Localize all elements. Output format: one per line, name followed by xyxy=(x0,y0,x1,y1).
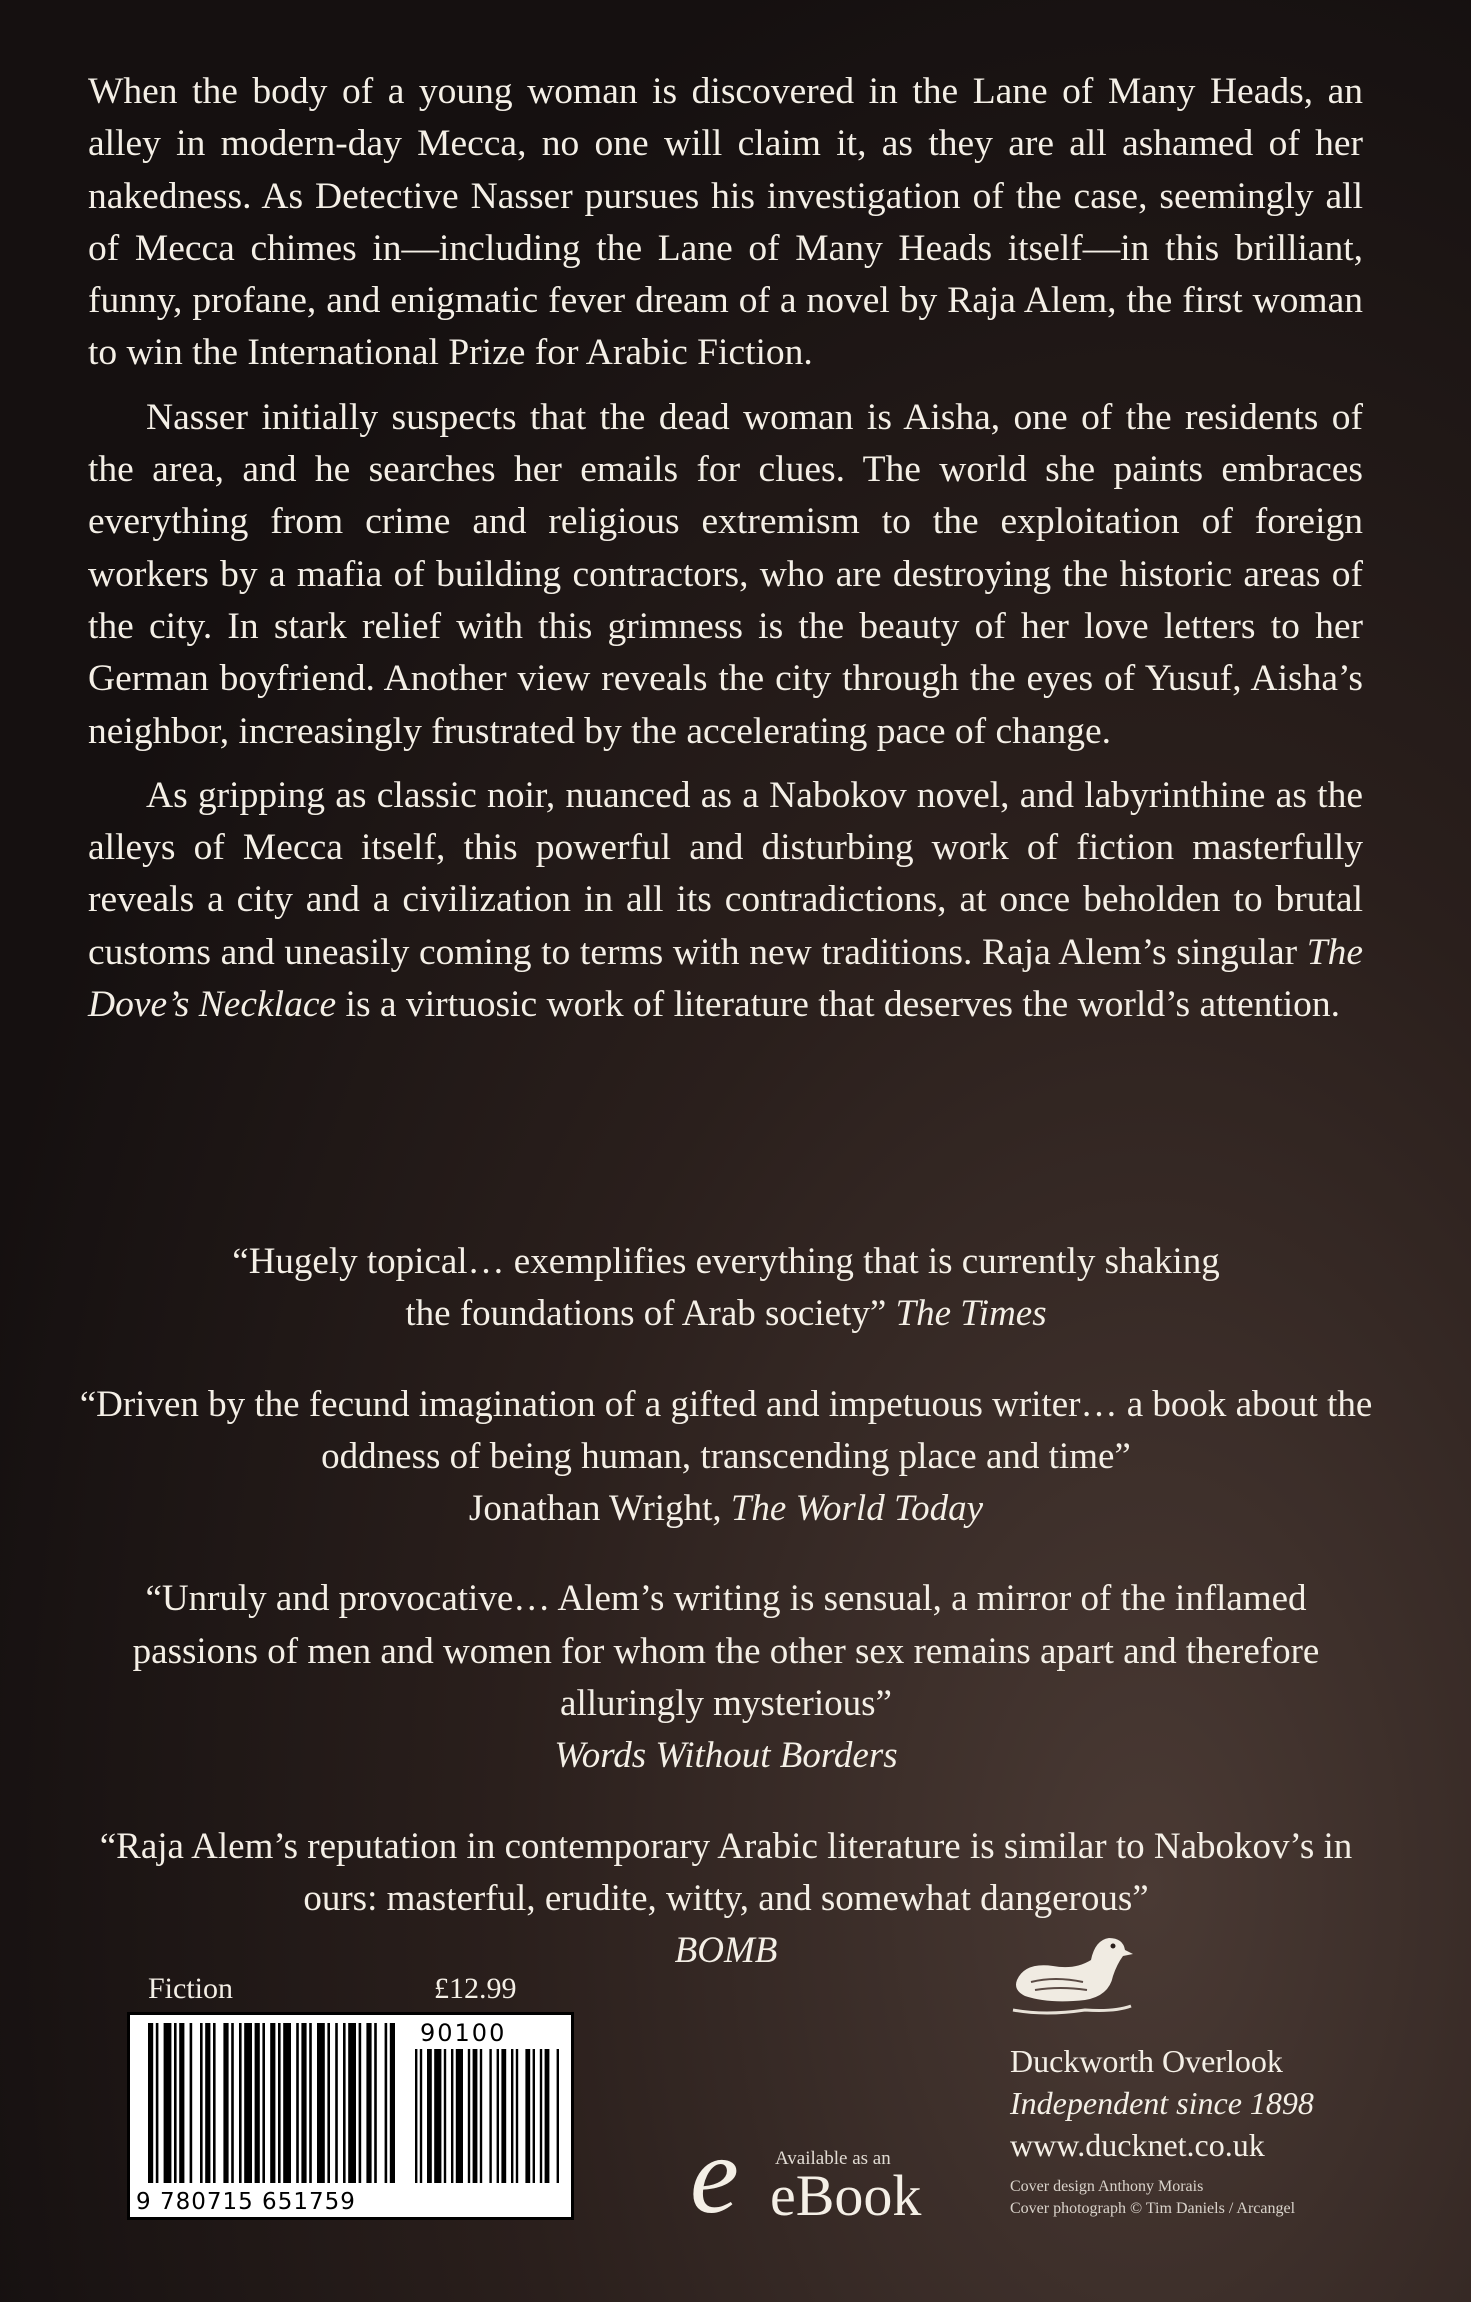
review-quote-1-line1: “Hugely topical… exemplifies everything that is currently shaking xyxy=(232,1241,1220,1282)
barcode-bar xyxy=(200,2023,203,2183)
barcode-bar xyxy=(239,2023,242,2183)
publisher-name: Duckworth Overlook xyxy=(1010,2043,1283,2079)
barcode-bar xyxy=(244,2023,252,2183)
barcode-addon-bar xyxy=(497,2049,499,2183)
barcode-addon-bar xyxy=(489,2049,491,2183)
barcode-addon-bar xyxy=(451,2049,453,2183)
barcode-addon-bar xyxy=(525,2049,530,2183)
barcode-bar xyxy=(270,2023,275,2183)
blurb-paragraph-2: Nasser initially suspects that the dead woman is Aisha, one of the residents of the area, and he searches her emails for clues. The world she paints embraces everything from crime and religious extremism to the exploitation of foreign workers by a mafia of building contractors, who are destroying the historic areas of the city. In stark relief with this grimness is the beauty of her love letters to her German boyfriend. Another view reveals the city through the eyes of Yusuf, Aisha’s neighbor, increasingly frustrated by the accelerating pace of change. xyxy=(88,396,1363,752)
barcode-addon-bar xyxy=(501,2049,506,2183)
review-quote-3 xyxy=(70,1573,1382,1782)
book-title: The Dove’s Necklace xyxy=(88,931,1363,1026)
review-quote-1 xyxy=(70,1236,1382,1341)
barcode-addon-bar xyxy=(511,2049,513,2183)
review-quote-1-line2: the foundations of Arab society” xyxy=(405,1293,887,1335)
cover-credits xyxy=(1010,2176,1295,2220)
review-quote-4-text: “Raja Alem’s reputation in contemporary Arabic literature is similar to Nabokov’s in ours: masterful, erudite, witty, and somewhat dangerous” xyxy=(99,1825,1353,1919)
barcode-bar xyxy=(148,2023,153,2183)
barcode-addon-bar xyxy=(468,2049,470,2183)
barcode-bar xyxy=(262,2023,265,2183)
barcode-bar xyxy=(278,2023,281,2183)
price-label: £12.99 xyxy=(434,1972,517,2005)
barcode-bar xyxy=(179,2023,184,2183)
barcode-addon-bar xyxy=(420,2049,422,2183)
barcode-bar xyxy=(301,2023,306,2183)
ebook-available-text: Available as an xyxy=(775,2148,891,2169)
barcode-bar xyxy=(283,2023,291,2183)
review-quote-3-text: “Unruly and provocative… Alem’s writing is sensual, a mirror of the inflamed passions of men and women for whom the other sex remains apart and therefore alluringly mysterious” xyxy=(132,1578,1320,1725)
blurb xyxy=(88,66,1363,1043)
barcode-addon-bar xyxy=(540,2049,542,2183)
category-label: Fiction xyxy=(148,1972,234,2005)
barcode-bar xyxy=(190,2023,193,2183)
publisher-info xyxy=(1010,2040,1314,2166)
blurb-paragraph-3-b: is a virtuosic work of literature that deserves the world’s attention. xyxy=(336,984,1341,1026)
barcode-bar xyxy=(156,2023,159,2183)
ebook-e-icon: e xyxy=(690,2114,739,2236)
barcode-addon-bar xyxy=(545,2049,550,2183)
cover-design-credit: Cover design Anthony Morais xyxy=(1010,2178,1204,2195)
barcode-bar xyxy=(309,2023,312,2183)
barcode-isbn-digits: 9 780715 651759 xyxy=(136,2189,536,2215)
duck-icon xyxy=(1005,1920,1135,2020)
barcode-bar xyxy=(343,2023,346,2183)
barcode-bar xyxy=(255,2023,260,2183)
barcode-bar xyxy=(296,2023,299,2183)
barcode-bar xyxy=(335,2023,338,2183)
cover-photo-credit: Cover photograph © Tim Daniels / Arcangel xyxy=(1010,2200,1296,2217)
barcode-addon-bar xyxy=(557,2049,559,2183)
review-quotes xyxy=(70,1236,1382,2016)
barcode-addon-bar xyxy=(434,2049,441,2183)
blurb-paragraph-3-a: As gripping as classic noir, nuanced as a Nabokov novel, and labyrinthine as the alleys of Mecca itself, this powerful and disturbing work of fiction masterfully reveals a city and a civilization in all its contradictions, at once beholden to brutal customs and uneasily coming to terms with new traditions. Raja Alem’s singular xyxy=(88,774,1363,973)
barcode-addon-bar xyxy=(533,2049,535,2183)
barcode-bar xyxy=(374,2023,377,2183)
barcode-bar xyxy=(359,2023,362,2183)
review-quote-2-author: Jonathan Wright, xyxy=(468,1488,722,1530)
review-quote-4-source: BOMB xyxy=(674,1930,778,1972)
barcode-bar xyxy=(164,2023,172,2183)
barcode xyxy=(127,2012,574,2220)
barcode-bar xyxy=(213,2023,216,2183)
review-quote-2-text: “Driven by the fecund imagination of a gifted and impetuous writer… a book about the oddness of being human, transcending place and time” xyxy=(79,1383,1373,1477)
barcode-bar xyxy=(231,2023,234,2183)
review-quote-2 xyxy=(70,1379,1382,1536)
barcode-addon-bar xyxy=(415,2049,417,2183)
review-quote-4 xyxy=(70,1821,1382,1978)
publisher-tagline: Independent since 1898 xyxy=(1010,2085,1314,2121)
barcode-addon-bar xyxy=(427,2049,432,2183)
review-quote-2-source: The World Today xyxy=(730,1488,984,1530)
barcode-bar xyxy=(174,2023,177,2183)
barcode-bar xyxy=(205,2023,210,2183)
review-quote-2-attribution xyxy=(70,1483,1382,1535)
barcode-bar xyxy=(390,2023,395,2183)
barcode-addon-bar xyxy=(480,2049,482,2183)
barcode-bar xyxy=(317,2023,325,2183)
barcode-addon-bar xyxy=(444,2049,446,2183)
barcode-bar xyxy=(385,2023,388,2183)
barcode-addon-digits: 90100 xyxy=(420,2019,507,2047)
barcode-bar xyxy=(327,2023,330,2183)
review-quote-3-source: Words Without Borders xyxy=(554,1735,898,1777)
barcode-addon-bar xyxy=(516,2049,518,2183)
ebook-word: eBook xyxy=(770,2163,922,2228)
barcode-bar xyxy=(366,2023,371,2183)
blurb-paragraph-1: When the body of a young woman is discovered in the Lane of Many Heads, an alley in modern-day Mecca, no one will claim it, as they are all ashamed of her nakedness. As Detective Nasser pursues his investigation of the case, seemingly all of Mecca chimes in—including the Lane of Many Heads itself—in this brilliant, funny, profane, and enigmatic fever dream of a novel by Raja Alem, the first woman to win the International Prize for Arabic Fiction. xyxy=(88,71,1363,374)
blurb-paragraph-3 xyxy=(88,770,1363,1031)
barcode-addon-bar xyxy=(473,2049,478,2183)
review-quote-1-source: The Times xyxy=(895,1293,1047,1335)
barcode-bar xyxy=(348,2023,356,2183)
barcode-addon-bar xyxy=(456,2049,463,2183)
publisher-url: www.ducknet.co.uk xyxy=(1010,2127,1265,2163)
barcode-bar xyxy=(223,2023,228,2183)
